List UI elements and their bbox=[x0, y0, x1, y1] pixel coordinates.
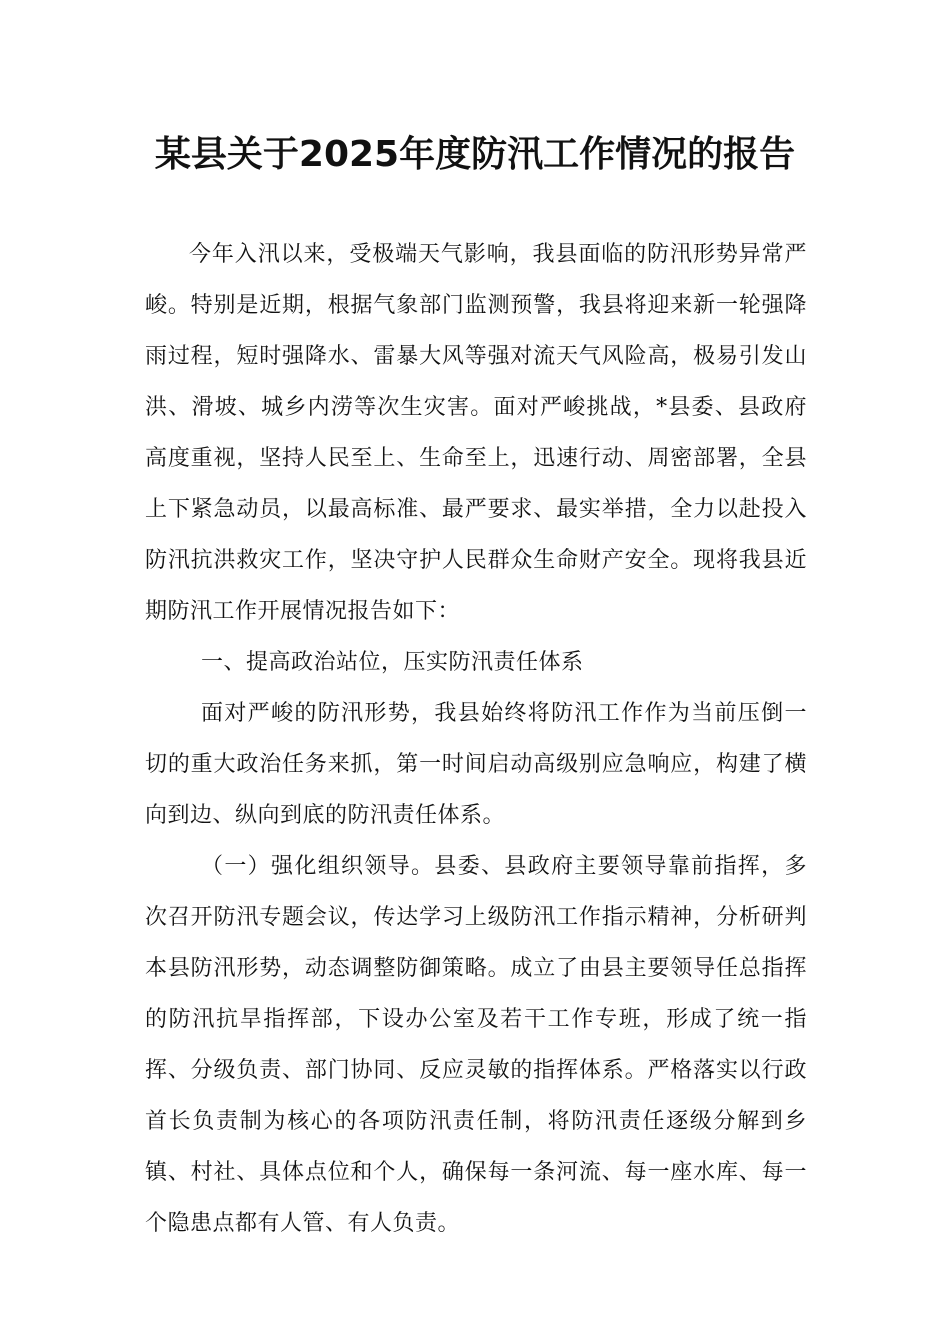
intro-paragraph: 今年入汛以来，受极端天气影响，我县面临的防汛形势异常严峻。特别是近期，根据气象部门监测预警，我县将迎来新一轮强降雨过程，短时强降水、雷暴大风等强对流天气风险高，极易引发山洪、滑坡、城乡内涝等次生灾害。面对严峻挑战，*县委、县政府高度重视，坚持人民至上、生命至上，迅速行动、周密部署，全县上下紧急动员，以最高标准、最严要求、最实举措，全力以赴投入防汛抗洪救灾工作，坚决守护人民群众生命财产安全。现将我县近期防汛工作开展情况报告如下： bbox=[145, 242, 807, 624]
subsection-1-paragraph: （一）强化组织领导。县委、县政府主要领导靠前指挥，多次召开防汛专题会议，传达学习上级防汛工作指示精神，分析研判本县防汛形势，动态调整防御策略。成立了由县主要领导任总指挥的防汛抗旱指挥部，下设办公室及若干工作专班，形成了统一指挥、分级负责、部门协同、反应灵敏的指挥体系。严格落实以行政首长负责制为核心的各项防汛责任制，将防汛责任逐级分解到乡镇、村社、具体点位和个人，确保每一条河流、每一座水库、每一个隐患点都有人管、有人负责。 bbox=[145, 854, 807, 1236]
document-body bbox=[145, 229, 807, 1249]
section-heading-1: 一、提高政治站位，压实防汛责任体系 bbox=[201, 650, 584, 675]
section-1-intro-paragraph: 面对严峻的防汛形势，我县始终将防汛工作作为当前压倒一切的重大政治任务来抓，第一时间启动高级别应急响应，构建了横向到边、纵向到底的防汛责任体系。 bbox=[145, 701, 807, 828]
document-title: 某县关于2025年度防汛工作情况的报告 bbox=[154, 134, 796, 175]
